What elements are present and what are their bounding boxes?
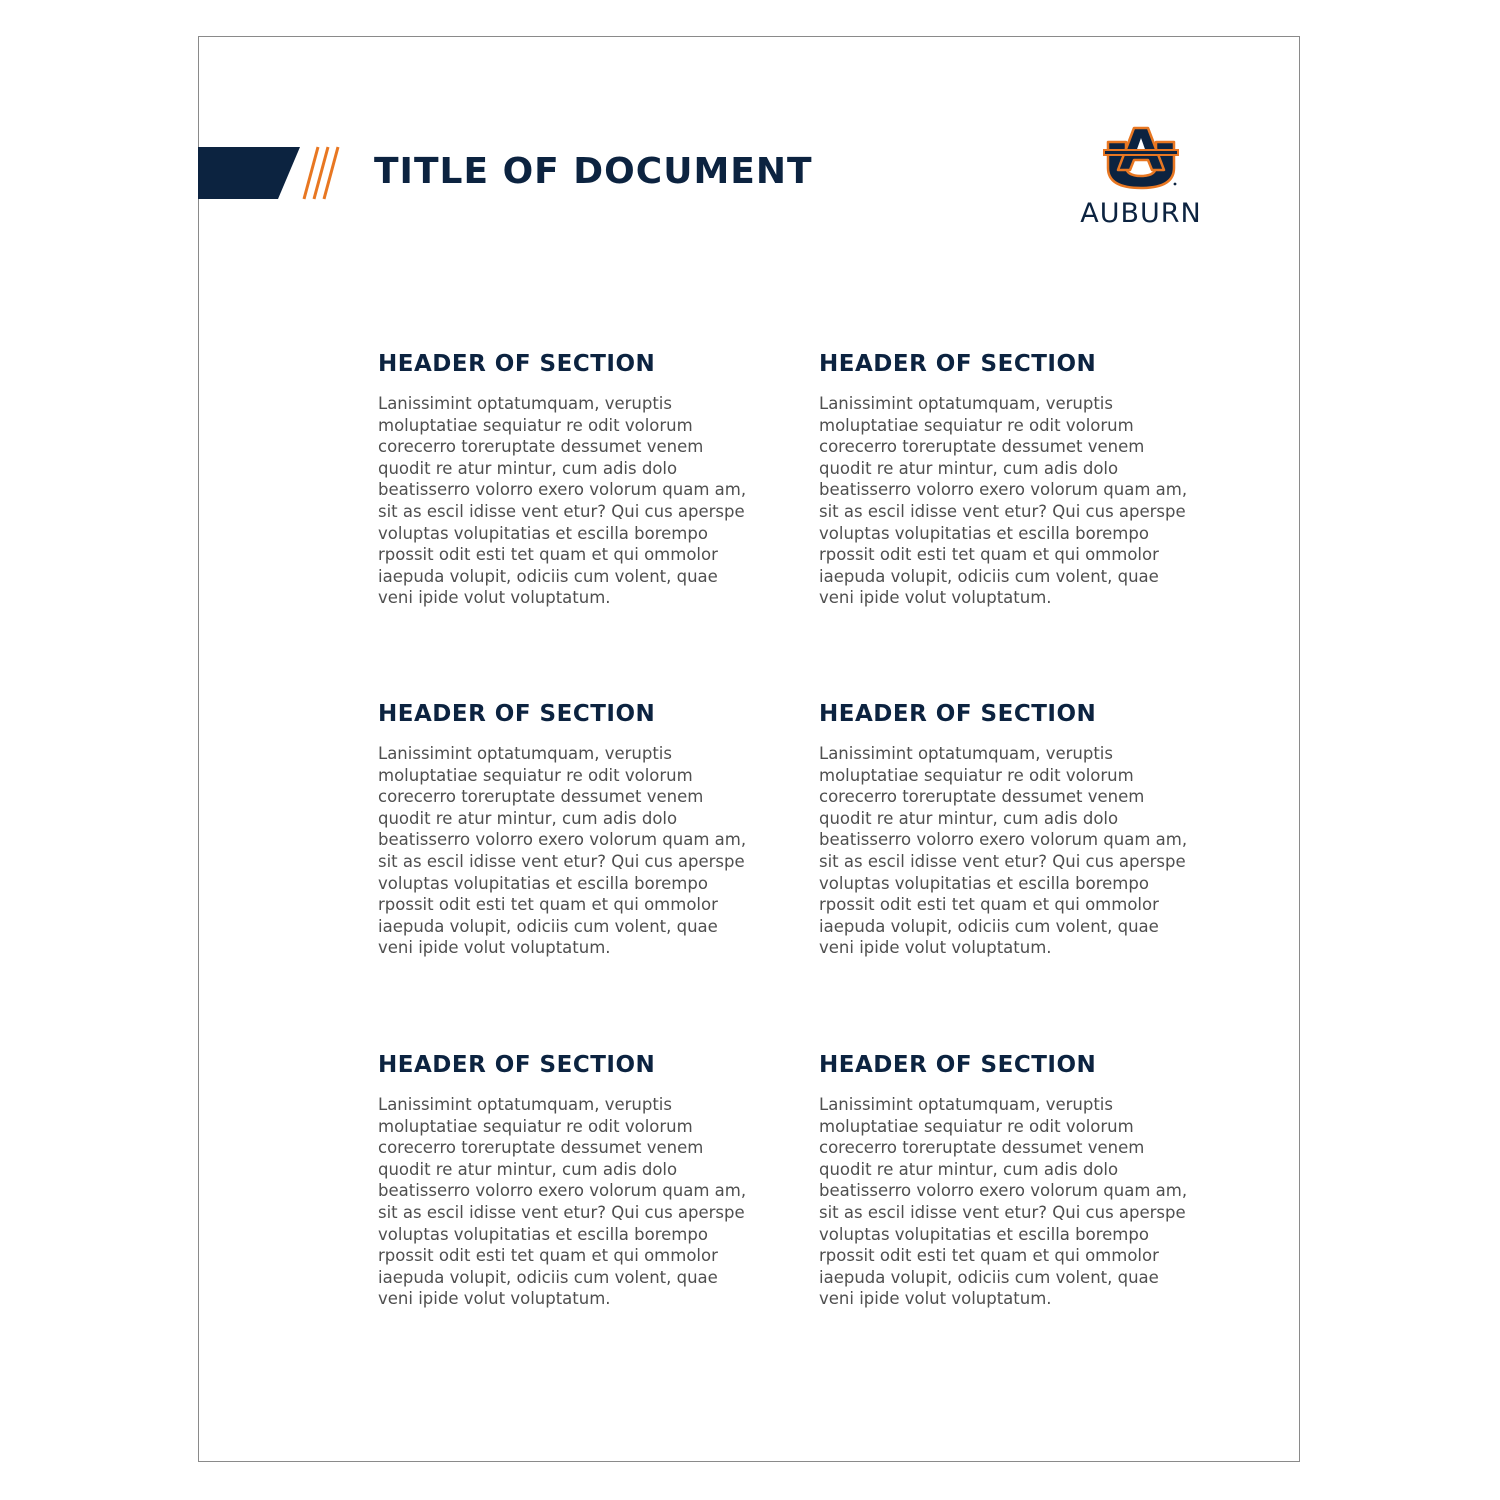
section-body: Lanissimint optatumquam, veruptis moluptatiae sequiatur re odit volorum corecerro toreruptate dessumet venem quodit re atur mintur, cum adis dolo beatisserro volorro exero volorum quam am, sit as escil idisse vent etur? Qui cus aperspe voluptas volupitatias et escilla borempo rpossit odit esti tet quam et qui ommolor iaepuda volupit, odiciis cum volent, quae veni ipide volut voluptatum. xyxy=(819,744,1188,958)
section-body: Lanissimint optatumquam, veruptis moluptatiae sequiatur re odit volorum corecerro toreruptate dessumet venem quodit re atur mintur, cum adis dolo beatisserro volorro exero volorum quam am, sit as escil idisse vent etur? Qui cus aperspe voluptas volupitatias et escilla borempo rpossit odit esti tet quam et qui ommolor iaepuda volupit, odiciis cum volent, quae veni ipide volut voluptatum. xyxy=(378,744,747,958)
auburn-logo xyxy=(1058,120,1224,238)
section-body: Lanissimint optatumquam, veruptis moluptatiae sequiatur re odit volorum corecerro toreruptate dessumet venem quodit re atur mintur, cum adis dolo beatisserro volorro exero volorum quam am, sit as escil idisse vent etur? Qui cus aperspe voluptas volupitatias et escilla borempo rpossit odit esti tet quam et qui ommolor iaepuda volupit, odiciis cum volent, quae veni ipide volut voluptatum. xyxy=(819,1095,1188,1309)
accent-navy-block xyxy=(198,147,300,199)
document-title: TITLE OF DOCUMENT xyxy=(374,151,813,192)
section-header: HEADER OF SECTION xyxy=(378,351,656,377)
section-6 xyxy=(819,1050,1189,1310)
section-body: Lanissimint optatumquam, veruptis moluptatiae sequiatur re odit volorum corecerro toreruptate dessumet venem quodit re atur mintur, cum adis dolo beatisserro volorro exero volorum quam am, sit as escil idisse vent etur? Qui cus aperspe voluptas volupitatias et escilla borempo rpossit odit esti tet quam et qui ommolor iaepuda volupit, odiciis cum volent, quae veni ipide volut voluptatum. xyxy=(378,1095,747,1309)
section-header: HEADER OF SECTION xyxy=(819,701,1097,727)
section-2 xyxy=(819,349,1189,609)
section-4 xyxy=(819,699,1189,959)
section-1 xyxy=(378,349,748,609)
section-3 xyxy=(378,699,748,959)
section-5 xyxy=(378,1050,748,1310)
auburn-wordmark: AUBURN xyxy=(1080,198,1202,229)
section-header: HEADER OF SECTION xyxy=(819,1052,1097,1078)
section-body: Lanissimint optatumquam, veruptis moluptatiae sequiatur re odit volorum corecerro toreruptate dessumet venem quodit re atur mintur, cum adis dolo beatisserro volorro exero volorum quam am, sit as escil idisse vent etur? Qui cus aperspe voluptas volupitatias et escilla borempo rpossit odit esti tet quam et qui ommolor iaepuda volupit, odiciis cum volent, quae veni ipide volut voluptatum. xyxy=(819,394,1188,608)
section-body: Lanissimint optatumquam, veruptis moluptatiae sequiatur re odit volorum corecerro toreruptate dessumet venem quodit re atur mintur, cum adis dolo beatisserro volorro exero volorum quam am, sit as escil idisse vent etur? Qui cus aperspe voluptas volupitatias et escilla borempo rpossit odit esti tet quam et qui ommolor iaepuda volupit, odiciis cum volent, quae veni ipide volut voluptatum. xyxy=(378,394,747,608)
section-header: HEADER OF SECTION xyxy=(378,701,656,727)
au-monogram-icon xyxy=(1102,126,1180,190)
section-header: HEADER OF SECTION xyxy=(819,351,1097,377)
accent-stripe-graphic xyxy=(198,145,340,201)
section-header: HEADER OF SECTION xyxy=(378,1052,656,1078)
